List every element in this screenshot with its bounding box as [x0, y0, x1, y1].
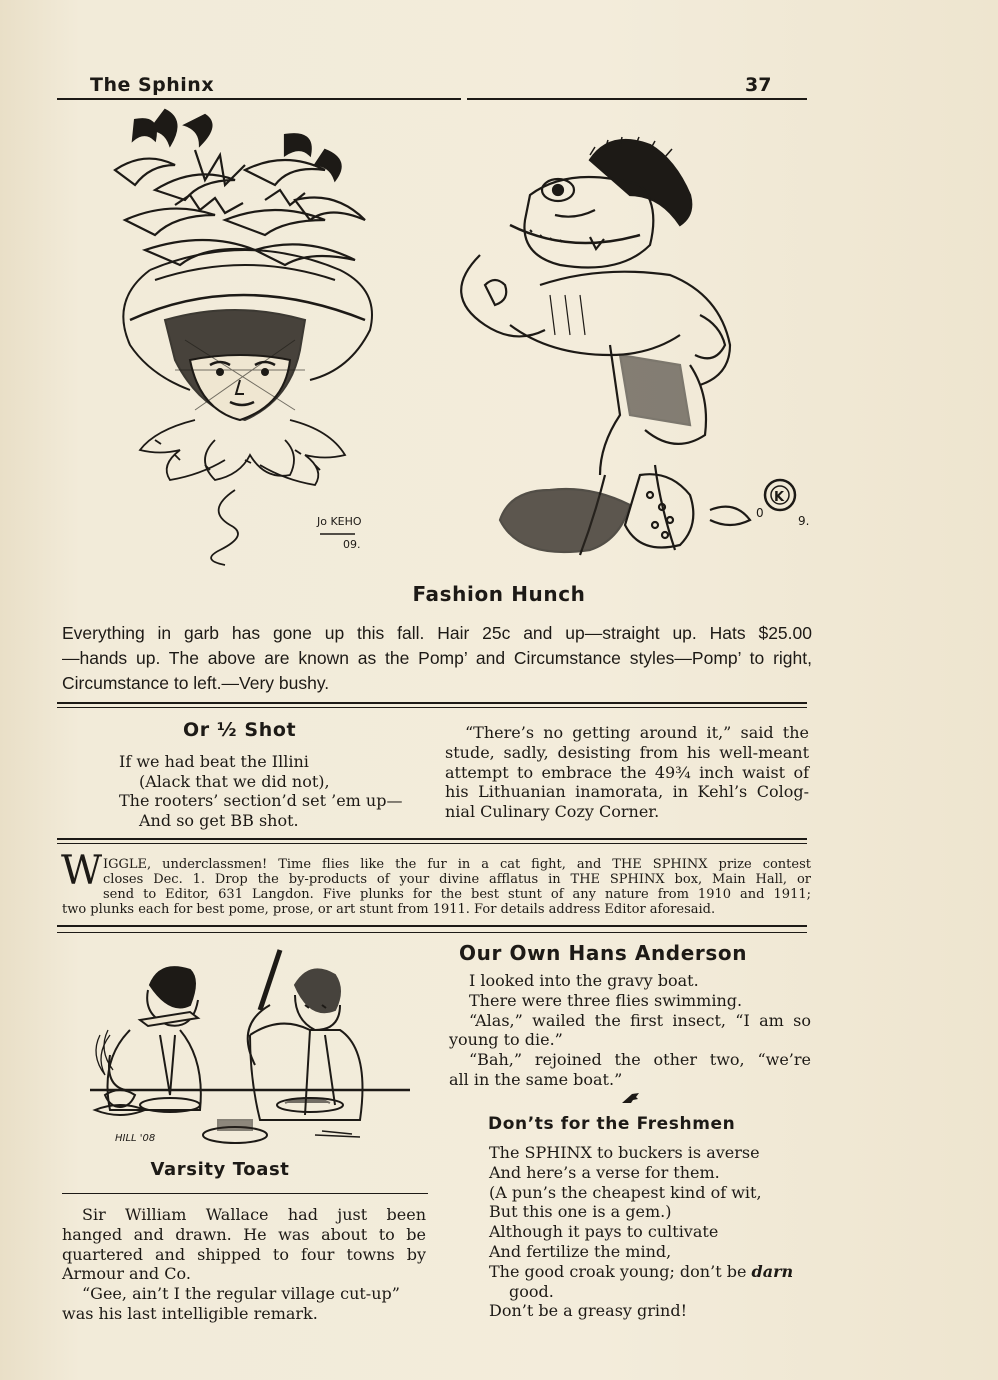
hans-line: “Bah,” rejoined the other two, “we’re [469, 1050, 811, 1070]
svg-text:Jo KEHO: Jo KEHO [317, 515, 362, 528]
donts-line: Although it pays to cultivate [489, 1222, 719, 1242]
running-title: The Sphinx [90, 74, 215, 96]
story-line: nial Culinary Cozy Corner. [445, 802, 660, 822]
illustration-pompadour-man [440, 135, 820, 570]
svg-text:09.: 09. [343, 538, 361, 551]
varsity-line: was his last intelligible remark. [62, 1303, 318, 1323]
donts-poem [489, 1143, 793, 1321]
hans-line: young to die.” [449, 1030, 563, 1050]
donts-line: And here’s a verse for them. [489, 1162, 720, 1182]
half-shot-story [445, 723, 809, 822]
poem-line: (Alack that we did not), [139, 771, 330, 791]
donts-line: Don’t be a greasy grind! [489, 1301, 688, 1321]
man-shoes [500, 474, 750, 552]
feather-plumes [115, 110, 365, 265]
svg-text:9.: 9. [798, 514, 810, 528]
varsity-title: Varsity Toast [150, 1159, 290, 1180]
varsity-text [62, 1205, 426, 1324]
section-rule [57, 838, 807, 840]
fashion-text [62, 621, 812, 696]
fashion-line: Circumstance to left.—Very bushy. [62, 673, 330, 693]
hans-text [449, 971, 811, 1090]
section-rule-thin [57, 843, 807, 844]
hans-line: I looked into the gravy boat. [469, 971, 699, 990]
fashion-line: —hands up. The above are known as the Pomp’ and Circumstance styles—Pomp’ to right, [62, 648, 812, 668]
svg-text:K: K [774, 490, 785, 505]
notice-text [103, 857, 811, 902]
right-diner [248, 950, 363, 1120]
donts-emphasis: darn [751, 1261, 794, 1281]
keho-signature [316, 515, 362, 551]
woman-face [165, 310, 305, 420]
varsity-rule [62, 1193, 428, 1194]
half-shot-title: Or ½ Shot [183, 719, 297, 741]
section-rule [57, 925, 807, 927]
pointing-hand-ornament [620, 1091, 642, 1105]
varsity-line: hanged and drawn. He was about to be [62, 1224, 426, 1244]
monogram-k [756, 480, 809, 528]
donts-line: And fertilize the mind, [489, 1241, 672, 1261]
pompadour-hair [590, 137, 691, 225]
varsity-line: Armour and Co. [62, 1264, 191, 1284]
section-rule-thin [57, 707, 807, 708]
illustration-varsity-toast [90, 945, 410, 1155]
fashion-title: Fashion Hunch [412, 582, 586, 606]
donts-line: good. [509, 1281, 554, 1301]
story-line: “There’s no getting around it,” said the [465, 723, 809, 742]
hans-title: Our Own Hans Anderson [459, 941, 748, 965]
section-rule [57, 702, 807, 704]
notice-line: two plunks each for best pome, prose, or art stunt from 1911. For details address Editor aforesaid. [62, 902, 716, 917]
drop-cap: W [61, 848, 103, 894]
illustration-woman-hat [95, 110, 395, 570]
ruffled-collar [140, 420, 345, 565]
poem-line: The rooters’ section’d set ’em up— [119, 791, 403, 810]
poem-line: And so get BB shot. [139, 810, 299, 830]
donts-line: The SPHINX to buckers is averse [489, 1143, 760, 1162]
header-rule-right [467, 98, 807, 100]
half-shot-poem [119, 752, 402, 830]
story-line: his Lithuanian inamorata, in Kehl’s Colog- [445, 782, 809, 802]
hans-line: all in the same boat.” [449, 1069, 623, 1089]
hans-line: “Alas,” wailed the first insect, “I am so [469, 1010, 811, 1030]
donts-title: Don’ts for the Freshmen [488, 1114, 736, 1134]
donts-line-part: The good croak young; don’t be [489, 1261, 747, 1281]
notice-line: send to Editor, 631 Langdon. Five plunks for the best stunt of any nature from 1910 and 1911; [103, 887, 811, 902]
page-number: 37 [745, 74, 772, 96]
hans-line: There were three flies swimming. [469, 990, 743, 1010]
story-line: stude, sadly, desisting from his well-meant [445, 742, 809, 762]
story-line: attempt to embrace the 49¾ inch waist of [445, 762, 809, 782]
svg-text:0: 0 [756, 506, 764, 520]
varsity-line: quartered and shipped to four towns by [62, 1244, 426, 1264]
donts-line [489, 1262, 793, 1282]
varsity-line: “Gee, ain’t I the regular village cut-up” [82, 1284, 400, 1304]
left-diner [108, 967, 201, 1110]
svg-text:HILL '08: HILL '08 [115, 1133, 156, 1144]
fashion-line: Everything in garb has gone up this fall. Hair 25c and up—straight up. Hats $25.00 [62, 623, 812, 643]
donts-line: (A pun’s the cheapest kind of wit, [489, 1182, 762, 1202]
poem-line: If we had beat the Illini [119, 752, 309, 771]
varsity-line: Sir William Wallace had just been [82, 1205, 426, 1224]
notice-line: closes Dec. 1. Drop the by-products of your divine afflatus in THE SPHINX box, Main Hall, or [103, 872, 811, 887]
notice-line: IGGLE, underclassmen! Time flies like the fur in a cat fight, and THE SPHINX prize contest [103, 857, 811, 872]
section-rule-thin [57, 932, 807, 933]
donts-line: But this one is a gem.) [489, 1202, 672, 1222]
header-rule-left [57, 98, 461, 100]
